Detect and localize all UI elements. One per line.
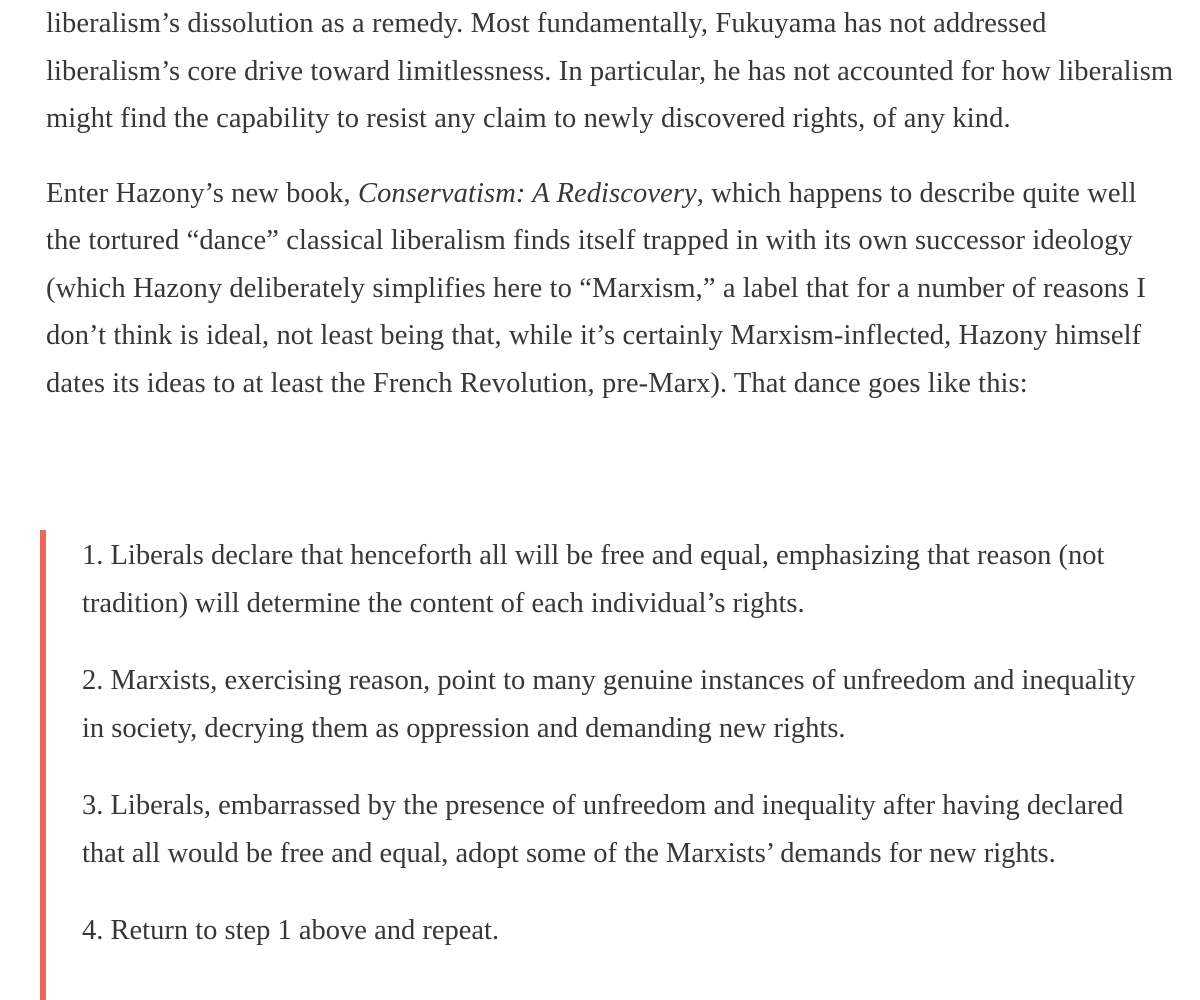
quote-step-2: 2. Marxists, exercising reason, point to many genuine instances of unfreedom and inequality in society, decrying them as oppression and demanding new rights.	[82, 665, 1136, 744]
blockquote-dance-steps	[40, 530, 1160, 1000]
quote-step-1: 1. Liberals declare that henceforth all will be free and equal, emphasizing that reason (not tradition) will determine the content of each individual’s rights.	[82, 540, 1105, 619]
article-body	[46, 0, 1176, 407]
paragraph-dissolution: liberalism’s dissolution as a remedy. Most fundamentally, Fukuyama has not addressed liberalism’s core drive toward limitlessness. In particular, he has not accounted for how liberalism might find the capability to resist any claim to newly discovered rights, of any kind.	[46, 8, 1174, 134]
book-title: Conservatism: A Rediscovery	[357, 177, 697, 209]
paragraph-hazony-book	[46, 170, 1176, 408]
paragraph-hazony-rest: , which happens to describe quite well the tortured “dance” classical liberalism finds itself trapped in with its own successor ideology (which Hazony deliberately simplifies here to “Marxism,” a label that for a number of reasons I don’t think is ideal, not least being that, while it’s certainly Marxism-inflected, Hazony himself dates its ideas to at least the French Revolution, pre-Marx). That dance goes like this:	[46, 177, 1147, 399]
quote-step-4: 4. Return to step 1 above and repeat.	[82, 915, 500, 946]
quote-step-3: 3. Liberals, embarrassed by the presence of unfreedom and inequality after having declared that all would be free and equal, adopt some of the Marxists’ demands for new rights.	[82, 790, 1124, 869]
paragraph-hazony-intro: Enter Hazony’s new book,	[46, 177, 358, 209]
